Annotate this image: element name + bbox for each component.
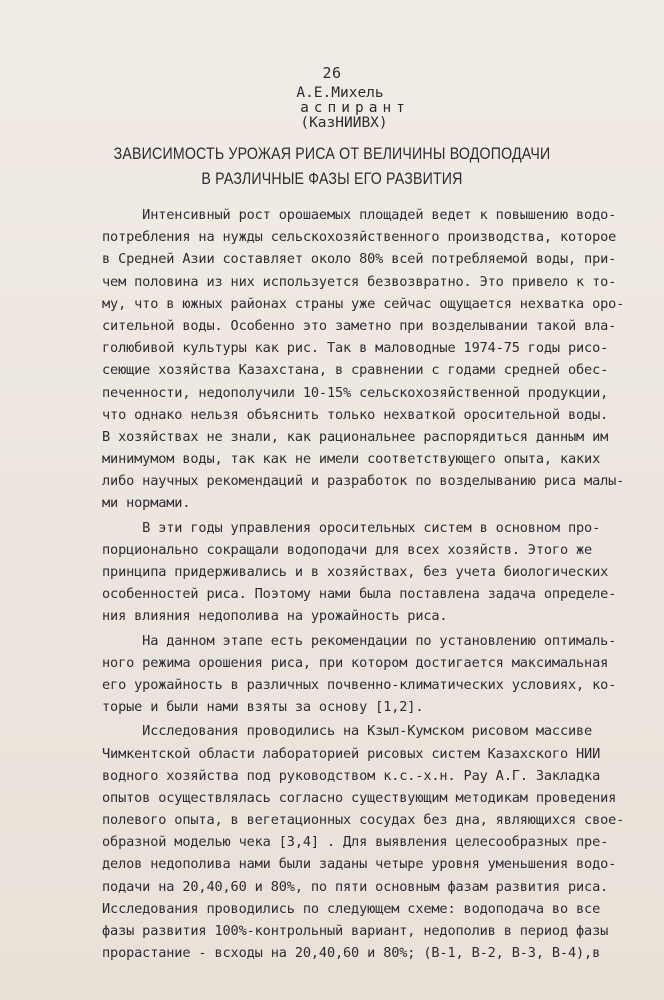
text-line: ного режима орошения риса, при котором достигается максимальная: [102, 654, 609, 671]
author-name: А.Е.Михель: [296, 85, 384, 101]
text-line: сеющие хозяйства Казахстана, в сравнении с годами средней обес-: [102, 362, 609, 379]
author-block: [200, 86, 480, 131]
paragraph: [102, 204, 625, 515]
text-line: чем половина из них используется безвозвратно. Это привело к то-: [102, 273, 617, 290]
text-line: торые и были нами взяты за основу [1,2].: [102, 699, 424, 716]
text-line: полевого опыта, в вегетационных сосудах без дна, являющихся свое-: [102, 812, 625, 829]
text-line: делов недополива нами были заданы четыре уровня уменьшения водо-: [102, 856, 617, 873]
article-title: [46, 142, 617, 192]
text-line: в Средней Азии составляет около 80% всей потребляемой воды, при-: [102, 251, 617, 268]
paragraph: [102, 517, 622, 628]
text-line: фазы развития 100%-контрольный вариант, недополив в период фазы: [102, 923, 609, 939]
text-line: потребления на нужды сельскохозяйственного производства, которое: [102, 229, 617, 246]
text-line: его урожайность в различных почвенно-климатических условиях, ко-: [102, 676, 617, 693]
text-line: минимумом воды, так как не имели соответствующего опыта, каких: [102, 451, 601, 468]
text-line: подачи на 20,40,60 и 80%, по пяти основным фазам развития риса.: [102, 878, 609, 895]
text-line: Исследования проводились на Кзыл-Кумском рисовом массиве: [102, 723, 593, 740]
title-line: В РАЗЛИЧНЫЕ ФАЗЫ ЕГО РАЗВИТИЯ: [201, 170, 463, 188]
author-organization: (КазНИИВХ): [300, 115, 388, 131]
text-line: водного хозяйства под руководством к.с.-х.н. Рау А.Г. Закладка: [102, 767, 601, 784]
text-line: особенностей риса. Поэтому нами была поставлена задача определе-: [102, 586, 617, 603]
text-line: сительной воды. Особенно это заметно при возделывании такой вла-: [102, 317, 617, 334]
text-line: ми нормами.: [102, 495, 191, 512]
text-line: образной моделью чека [3,4] . Для выявления целесообразных пре-: [102, 834, 609, 851]
paragraph: [102, 630, 622, 719]
text-line: печенности, недополучили 10-15% сельскохозяйственной продукции,: [102, 384, 609, 401]
text-line: что однако нельзя объяснить только нехваткой оросительной воды.: [102, 406, 609, 423]
text-line: принципа придерживались и в хозяйствах, без учета биологических: [102, 564, 609, 580]
text-line: му, что в южных районах страны уже сейчас ощущается нехватка оро-: [102, 295, 625, 312]
text-line: голюбивой культуры как рис. Так в маловодные 1974-75 годы рисо-: [102, 340, 609, 357]
author-role: аспирант: [300, 100, 410, 116]
body-text: [102, 204, 625, 964]
text-line: На данном этапе есть рекомендации по установлению оптималь-: [102, 632, 617, 649]
text-line: опытов осуществлялась согласно существующим методикам проведения: [102, 789, 617, 806]
text-line: прорастание - всходы на 20,40,60 и 80%; (В-1, В-2, В-3, В-4),в: [102, 945, 601, 962]
title-line: ЗАВИСИМОСТЬ УРОЖАЯ РИСА ОТ ВЕЛИЧИНЫ ВОДОПОДАЧИ: [113, 145, 551, 163]
paragraph: [102, 720, 625, 964]
text-line: либо научных рекомендаций и разработок по возделыванию риса малы-: [102, 473, 625, 490]
text-line: Исследования проводились по следующем схеме: водоподача во все: [102, 900, 601, 917]
text-line: Интенсивный рост орошаемых площадей ведет к повышению водо-: [102, 207, 617, 223]
text-line: В эти годы управления оросительных систем в основном про-: [102, 519, 601, 536]
text-line: Чимкентской области лабораторией рисовых систем Казахского НИИ: [102, 745, 601, 762]
text-line: В хозяйствах не знали, как рациональнее распорядиться данным им: [102, 428, 609, 445]
page-number: 26: [322, 64, 342, 82]
text-line: порционально сокращали водоподачи для всех хозяйств. Этого же: [102, 541, 593, 558]
text-line: ния влияния недополива на урожайность риса.: [102, 608, 448, 625]
